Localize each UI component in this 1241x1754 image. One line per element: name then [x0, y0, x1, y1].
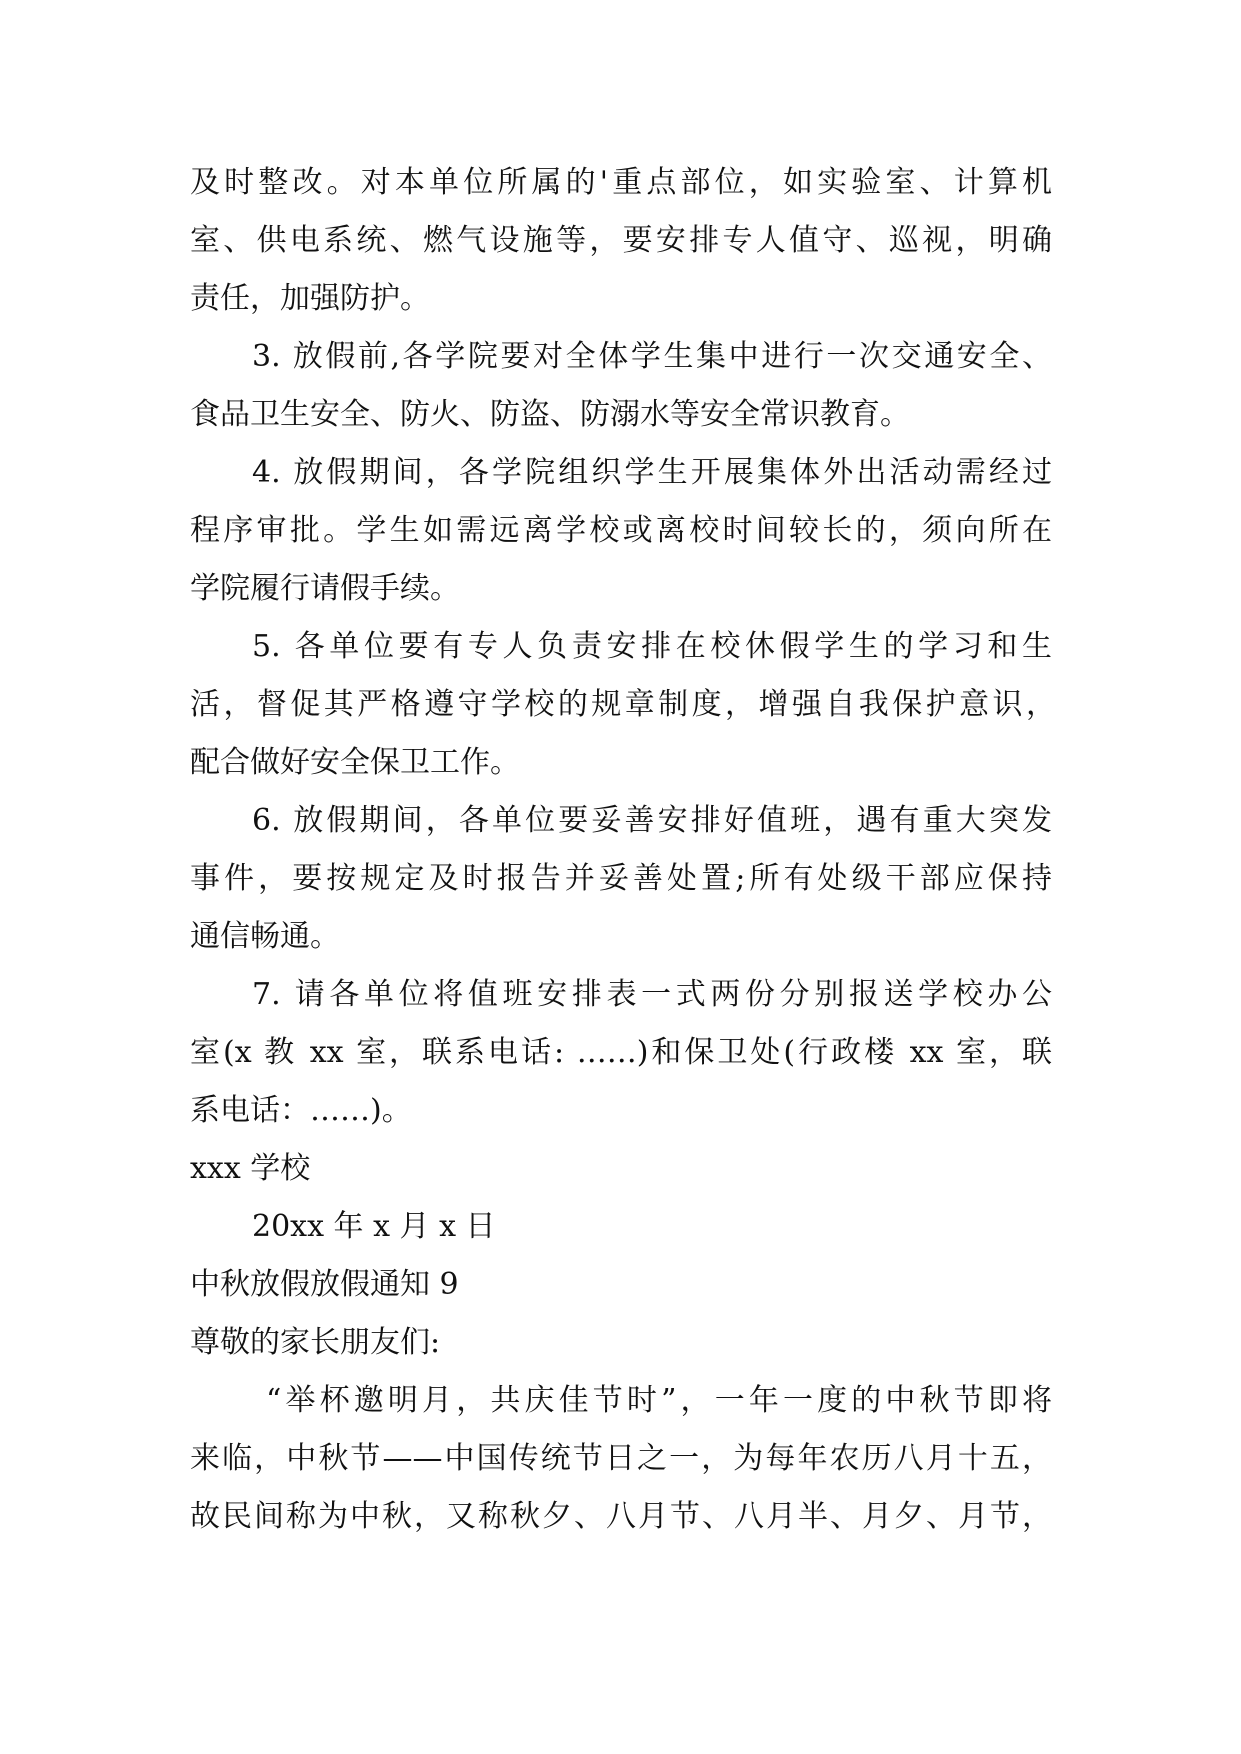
signature-date: 20xx 年 x 月 x 日: [252, 1209, 496, 1244]
item-3-line-2: 食品卫生安全、防火、防盗、防溺水等安全常识教育。: [190, 397, 910, 432]
notice-line-1: “举杯邀明月，共庆佳节时”，一年一度的中秋节即将: [266, 1383, 1052, 1418]
item-5-line-1: 5. 各单位要有专人负责安排在校休假学生的学习和生: [252, 629, 1052, 664]
item-6-line-3: 通信畅通。: [190, 919, 340, 954]
salutation: 尊敬的家长朋友们:: [190, 1325, 441, 1360]
item-4-line-1: 4. 放假期间，各学院组织学生开展集体外出活动需经过: [252, 455, 1052, 490]
item-5-line-3: 配合做好安全保卫工作。: [190, 745, 520, 780]
signature-school: xxx 学校: [190, 1151, 311, 1186]
item-6-line-1: 6. 放假期间，各单位要妥善安排好值班，遇有重大突发: [252, 803, 1052, 838]
body-line-1: 及时整改。对本单位所属的'重点部位，如实验室、计算机: [190, 165, 1052, 200]
body-line-2: 室、供电系统、燃气设施等，要安排专人值守、巡视，明确: [190, 223, 1052, 258]
item-4-line-3: 学院履行请假手续。: [190, 571, 460, 606]
item-6-line-2: 事件，要按规定及时报告并妥善处置;所有处级干部应保持: [190, 861, 1052, 896]
item-7-line-3: 系电话：……)。: [190, 1093, 412, 1128]
notice-line-2: 来临，中秋节——中国传统节日之一，为每年农历八月十五，: [190, 1441, 1052, 1476]
item-3-line-1: 3. 放假前,各学院要对全体学生集中进行一次交通安全、: [252, 339, 1052, 374]
body-line-3: 责任，加强防护。: [190, 281, 430, 316]
item-7-line-1: 7. 请各单位将值班安排表一式两份分别报送学校办公: [252, 977, 1052, 1012]
item-5-line-2: 活，督促其严格遵守学校的规章制度，增强自我保护意识，: [190, 687, 1056, 722]
section-title: 中秋放假放假通知 9: [190, 1267, 459, 1302]
item-7-line-2: 室(x 教 xx 室，联系电话: ……)和保卫处(行政楼 xx 室，联: [190, 1035, 1052, 1070]
item-4-line-2: 程序审批。学生如需远离学校或离校时间较长的，须向所在: [190, 513, 1052, 548]
notice-line-3: 故民间称为中秋，又称秋夕、八月节、八月半、月夕、月节，: [190, 1499, 1052, 1534]
